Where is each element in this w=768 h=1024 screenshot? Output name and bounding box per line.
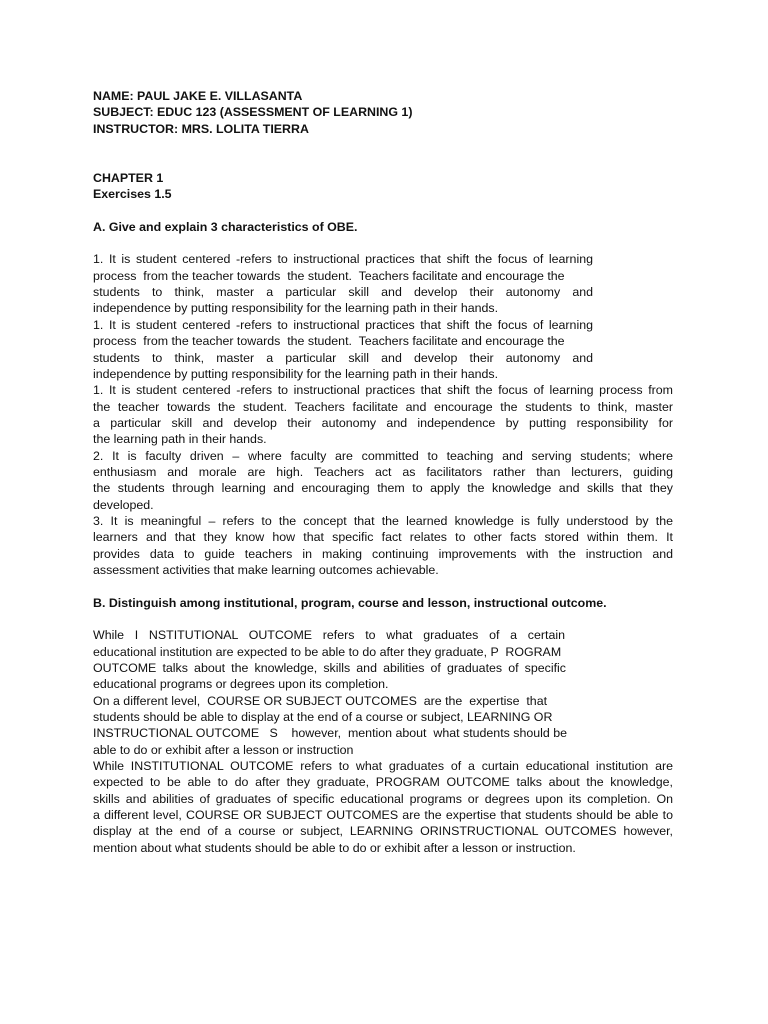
paragraph-line: mention about what students should be able to do or exhibit after a lesson or instruction.: [93, 840, 576, 855]
paragraph-line: 1. It is student centered -refers to instructional practices that shift the focus of learning process from: [93, 383, 673, 398]
paragraph-line: the learning path in their hands.: [93, 432, 267, 447]
subject-line: SUBJECT: EDUC 123 (ASSESSMENT OF LEARNING 1): [93, 105, 413, 120]
paragraph-line: the teacher towards the student. Teachers facilitate and encourage the students to think, master: [93, 399, 673, 414]
question-a: A. Give and explain 3 characteristics of OBE.: [93, 219, 358, 234]
paragraph-line: On a different level, COURSE OR SUBJECT OUTCOMES are the expertise that: [93, 693, 548, 708]
paragraph-line: learners and that they know how that specific fact relates to other facts stored within them. It: [93, 530, 673, 545]
paragraph-line: able to do or exhibit after a lesson or instruction: [93, 742, 354, 757]
chapter-heading: CHAPTER 1: [93, 170, 164, 185]
paragraph-line: 2. It is faculty driven – where faculty are committed to teaching and serving students; where: [93, 448, 673, 463]
paragraph-line: process from the teacher towards the student. Teachers facilitate and encourage the: [93, 268, 565, 283]
paragraph-line: While INSTITUTIONAL OUTCOME refers to what graduates of a curtain educational institution are: [93, 759, 673, 774]
paragraph-line: provides data to guide teachers in making continuing improvements with the instruction and: [93, 546, 673, 561]
paragraph-line: developed.: [93, 497, 154, 512]
paragraph-line: independence by putting responsibility for the learning path in their hands.: [93, 301, 499, 316]
paragraph-line: assessment activities that make learning outcomes achievable.: [93, 562, 439, 577]
paragraph-line: expected to be able to do after they graduate, PROGRAM OUTCOME talks about the knowledge,: [93, 775, 673, 790]
paragraph-line: students should be able to display at the end of a course or subject, LEARNING OR: [93, 710, 553, 725]
exercises-heading: Exercises 1.5: [93, 187, 172, 202]
paragraph-line: students to think, master a particular skill and develop their autonomy and: [93, 285, 593, 300]
paragraph-line: OUTCOME talks about the knowledge, skills and abilities of graduates of specific: [93, 661, 566, 676]
question-b: B. Distinguish among institutional, program, course and lesson, instructional outcome.: [93, 595, 607, 610]
document-page: [93, 88, 673, 856]
paragraph-line: display at the end of a course or subject, LEARNING ORINSTRUCTIONAL OUTCOMES however,: [93, 824, 673, 839]
paragraph-line: skills and abilities of graduates of specific educational programs or degrees upon its completion. On: [93, 791, 673, 806]
paragraph-line: While I NSTITUTIONAL OUTCOME refers to what graduates of a certain: [93, 628, 565, 643]
paragraph-line: educational institution are expected to be able to do after they graduate, P ROGRAM: [93, 644, 562, 659]
paragraph-line: educational programs or degrees upon its completion.: [93, 677, 389, 692]
paragraph-line: a different level, COURSE OR SUBJECT OUTCOMES are the expertise that students should be able to: [93, 808, 673, 823]
paragraph-line: 1. It is student centered -refers to instructional practices that shift the focus of learning: [93, 317, 593, 332]
section-b-body: [93, 627, 673, 856]
paragraph-line: a particular skill and develop their autonomy and independence by putting responsibility for: [93, 415, 673, 430]
instructor-line: INSTRUCTOR: MRS. LOLITA TIERRA: [93, 121, 309, 136]
paragraph-line: 3. It is meaningful – refers to the concept that the learned knowledge is fully understood by the: [93, 513, 673, 528]
paragraph-line: the students through learning and encouraging them to apply the knowledge and skills that they: [93, 481, 673, 496]
paragraph-line: INSTRUCTIONAL OUTCOME S however, mention about what students should be: [93, 726, 568, 741]
paragraph-line: students to think, master a particular skill and develop their autonomy and: [93, 350, 593, 365]
paragraph-line: 1. It is student centered -refers to instructional practices that shift the focus of learning: [93, 252, 593, 267]
section-a-body: [93, 251, 673, 578]
paragraph-line: independence by putting responsibility for the learning path in their hands.: [93, 366, 499, 381]
paragraph-line: enthusiasm and morale are high. Teachers act as facilitators rather than lecturers, guiding: [93, 464, 673, 479]
student-name: NAME: PAUL JAKE E. VILLASANTA: [93, 89, 303, 103]
paragraph-line: process from the teacher towards the student. Teachers facilitate and encourage the: [93, 334, 565, 349]
